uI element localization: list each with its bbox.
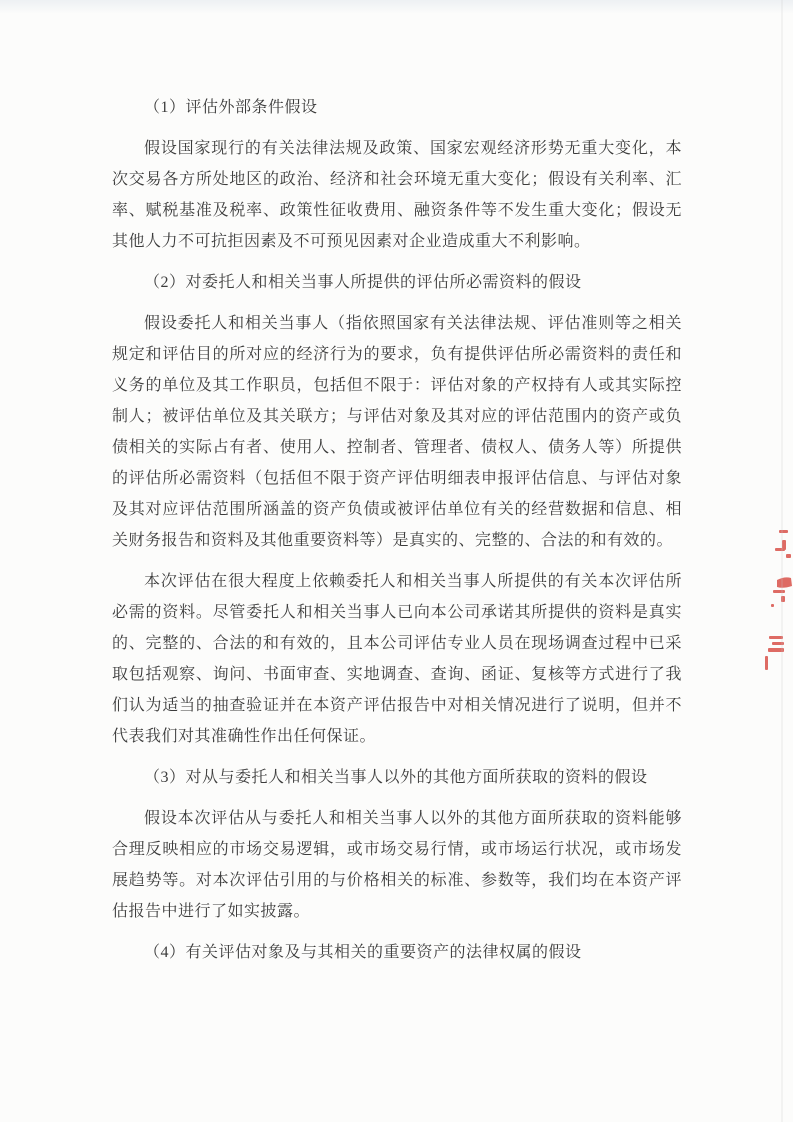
paragraph-client-materials: 假设委托人和相关当事人（指依照国家有关法律法规、评估准则等之相关规定和评估目的所对应的经济行为的要求，负有提供评估所必需资料的责任和义务的单位及其工作职员，包括但不限于：评估对象的产权持有人或其实际控制人；被评估单位及其关联方；与评估对象及其对应的评估范围内的资产或负债相关的实际占有者、使用人、控制者、管理者、债权人、债务人等）所提供的评估所必需资料（包括但不限于资产评估明细表申报评估信息、与评估对象及其对应评估范围所涵盖的资产负债或被评估单位有关的经营数据和信息、相关财务报告和资料及其他重要资料等）是真实的、完整的、合法的和有效的。	[112, 315, 682, 549]
section-heading-2: （2）对委托人和相关当事人所提供的评估所必需资料的假设	[144, 274, 582, 291]
document-body	[112, 90, 682, 978]
paragraph-reliance-on-materials: 本次评估在很大程度上依赖委托人和相关当事人所提供的有关本次评估所必需的资料。尽管委托人和相关当事人已向本公司承诺其所提供的资料是真实的、完整的、合法的和有效的，且本公司评估专业人员在现场调查过程中已采取包括观察、询问、书面审查、实地调查、查询、函证、复核等方式进行了我们认为适当的抽查验证并在本资产评估报告中对相关情况进行了说明，但并不代表我们对其准确性作出任何保证。	[112, 573, 682, 745]
red-seal-fragments-icon	[759, 524, 793, 680]
section-heading-1: （1）评估外部条件假设	[144, 99, 318, 116]
paragraph-external-conditions: 假设国家现行的有关法律法规及政策、国家宏观经济形势无重大变化，本次交易各方所处地区的政治、经济和社会环境无重大变化；假设有关利率、汇率、赋税基准及税率、政策性征收费用、融资条件等不发生重大变化；假设无其他人力不可抗拒因素及不可预见因素对企业造成重大不利影响。	[112, 140, 682, 250]
section-heading-4: （4）有关评估对象及与其相关的重要资产的法律权属的假设	[144, 944, 582, 961]
paragraph-third-party-materials: 假设本次评估从与委托人和相关当事人以外的其他方面所获取的资料能够合理反映相应的市场交易逻辑，或市场交易行情，或市场运行状况，或市场发展趋势等。对本次评估引用的与价格相关的标准、参数等，我们均在本资产评估报告中进行了如实披露。	[112, 810, 682, 920]
section-heading-3: （3）对从与委托人和相关当事人以外的其他方面所获取的资料的假设	[144, 769, 648, 786]
